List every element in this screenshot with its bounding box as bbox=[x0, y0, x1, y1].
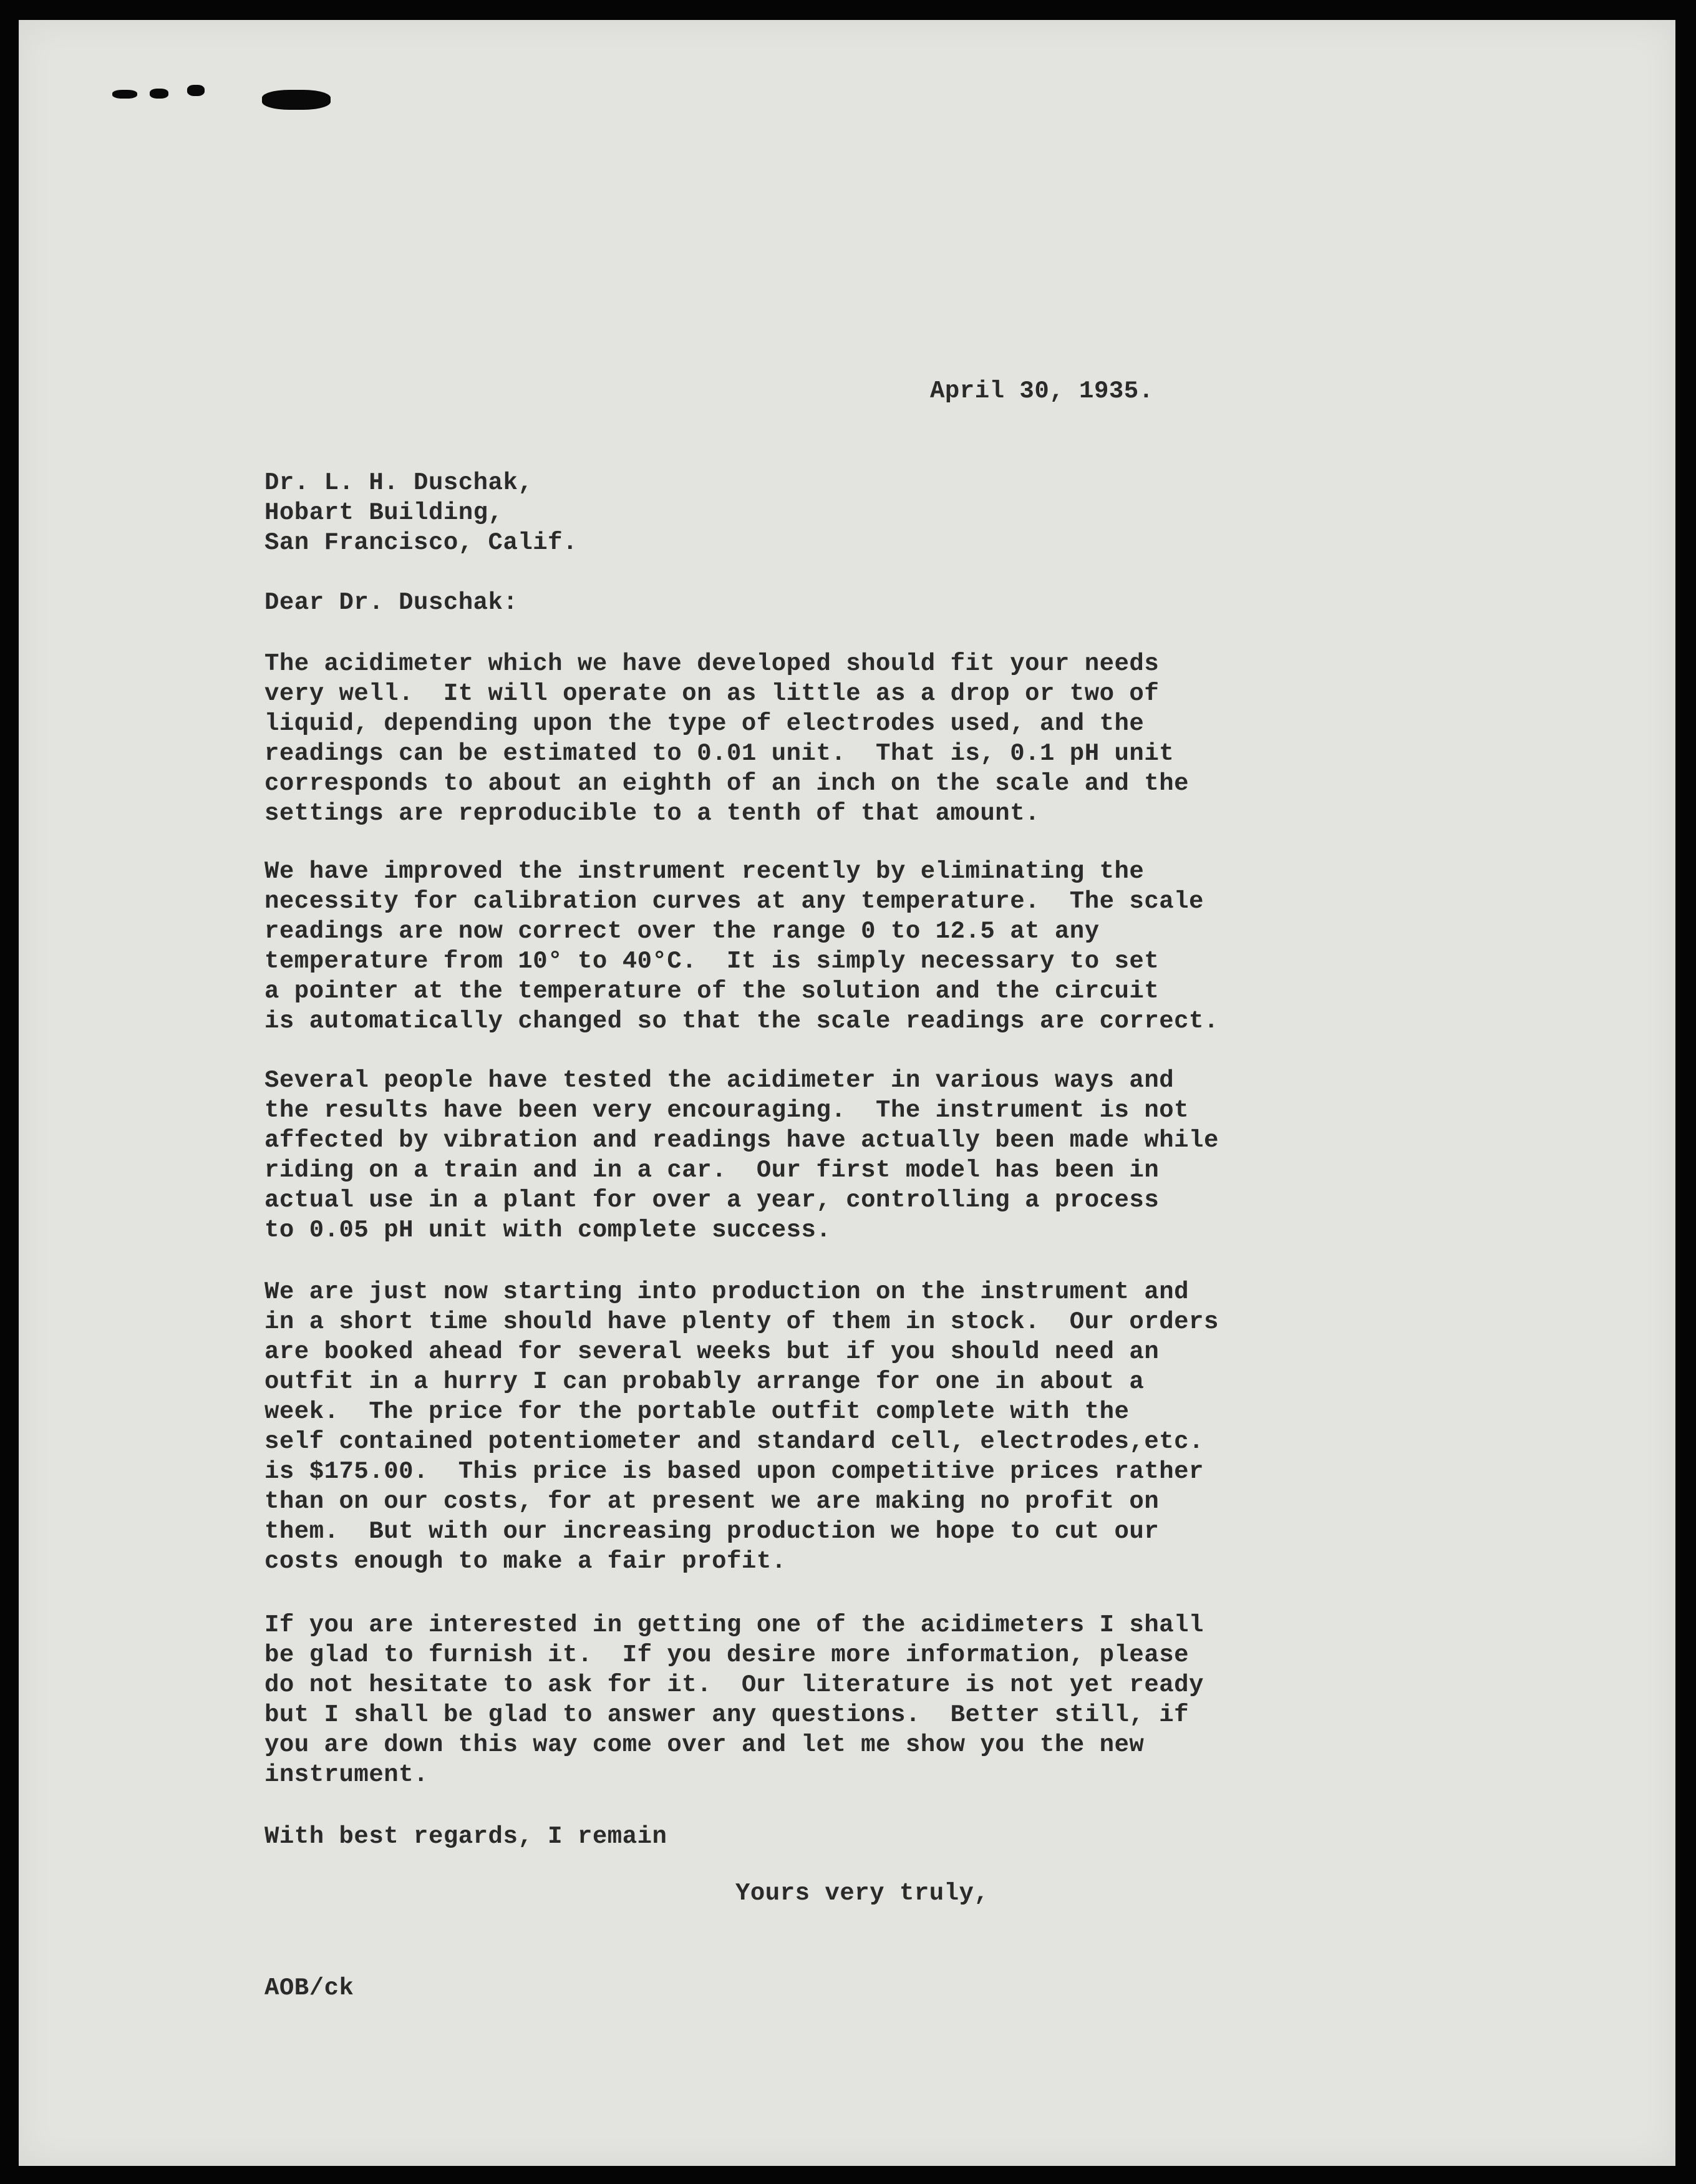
paragraph-line: do not hesitate to ask for it. Our literature is not yet ready bbox=[264, 1671, 1204, 1699]
paragraph-line: the results have been very encouraging. The instrument is not bbox=[264, 1097, 1190, 1124]
paragraph-line: self contained potentiometer and standard cell, electrodes,etc. bbox=[264, 1428, 1204, 1455]
paragraph-line: Several people have tested the acidimeter in various ways and bbox=[264, 1067, 1175, 1094]
paragraph-line: readings are now correct over the range 0 to 12.5 at any bbox=[264, 918, 1100, 945]
paragraph-line: very well. It will operate on as little as a drop or two of bbox=[264, 680, 1160, 707]
paragraph-line: in a short time should have plenty of them in stock. Our orders bbox=[264, 1308, 1219, 1336]
address-line: San Francisco, Calif. bbox=[264, 529, 578, 556]
paragraph-line: riding on a train and in a car. Our first model has been in bbox=[264, 1157, 1160, 1184]
address-line: Dr. L. H. Duschak, bbox=[264, 469, 533, 497]
typist-initials: AOB/ck bbox=[264, 1974, 354, 2002]
paragraph-5 bbox=[264, 1610, 1204, 1790]
paragraph-2 bbox=[264, 857, 1219, 1036]
paragraph-line: If you are interested in getting one of the acidimeters I shall bbox=[264, 1611, 1204, 1639]
paragraph-line: you are down this way come over and let me show you the new bbox=[264, 1731, 1145, 1759]
paragraph-line: liquid, depending upon the type of electrodes used, and the bbox=[264, 710, 1145, 737]
paragraph-line: than on our costs, for at present we are making no profit on bbox=[264, 1488, 1160, 1515]
paragraph-line: necessity for calibration curves at any temperature. The scale bbox=[264, 888, 1204, 915]
paragraph-line: a pointer at the temperature of the solution and the circuit bbox=[264, 978, 1160, 1005]
paragraph-line: actual use in a plant for over a year, controlling a process bbox=[264, 1187, 1160, 1214]
paragraph-line: be glad to furnish it. If you desire more information, please bbox=[264, 1641, 1190, 1669]
paragraph-4 bbox=[264, 1277, 1219, 1576]
paragraph-line: but I shall be glad to answer any questions. Better still, if bbox=[264, 1701, 1190, 1729]
paragraph-line: them. But with our increasing production we hope to cut our bbox=[264, 1518, 1160, 1545]
paragraph-line: outfit in a hurry I can probably arrange for one in about a bbox=[264, 1368, 1145, 1395]
paragraph-line: settings are reproducible to a tenth of that amount. bbox=[264, 800, 1040, 827]
paragraph-line: We have improved the instrument recently by eliminating the bbox=[264, 858, 1145, 885]
paragraph-line: We are just now starting into production on the instrument and bbox=[264, 1278, 1190, 1306]
paragraph-line: corresponds to about an eighth of an inch on the scale and the bbox=[264, 770, 1190, 797]
paragraph-line: affected by vibration and readings have actually been made while bbox=[264, 1127, 1219, 1154]
paragraph-line: is $175.00. This price is based upon competitive prices rather bbox=[264, 1458, 1204, 1485]
paragraph-line: are booked ahead for several weeks but if you should need an bbox=[264, 1338, 1160, 1366]
closing-line: With best regards, I remain bbox=[264, 1823, 667, 1850]
paragraph-1 bbox=[264, 649, 1189, 828]
paragraph-line: temperature from 10° to 40°C. It is simply necessary to set bbox=[264, 948, 1160, 975]
paragraph-line: readings can be estimated to 0.01 unit. That is, 0.1 pH unit bbox=[264, 740, 1175, 767]
address-line: Hobart Building, bbox=[264, 499, 503, 527]
letter-date: April 30, 1935. bbox=[930, 377, 1154, 405]
paragraph-line: week. The price for the portable outfit complete with the bbox=[264, 1398, 1130, 1425]
recipient-address bbox=[264, 468, 578, 558]
paragraph-line: The acidimeter which we have developed should fit your needs bbox=[264, 650, 1160, 677]
paragraph-line: costs enough to make a fair profit. bbox=[264, 1548, 787, 1575]
salutation: Dear Dr. Duschak: bbox=[264, 589, 518, 616]
paragraph-line: to 0.05 pH unit with complete success. bbox=[264, 1216, 831, 1244]
paragraph-line: is automatically changed so that the scale readings are correct. bbox=[264, 1007, 1219, 1035]
valediction: Yours very truly, bbox=[735, 1880, 989, 1907]
paragraph-line: instrument. bbox=[264, 1761, 429, 1788]
paragraph-3 bbox=[264, 1065, 1219, 1245]
